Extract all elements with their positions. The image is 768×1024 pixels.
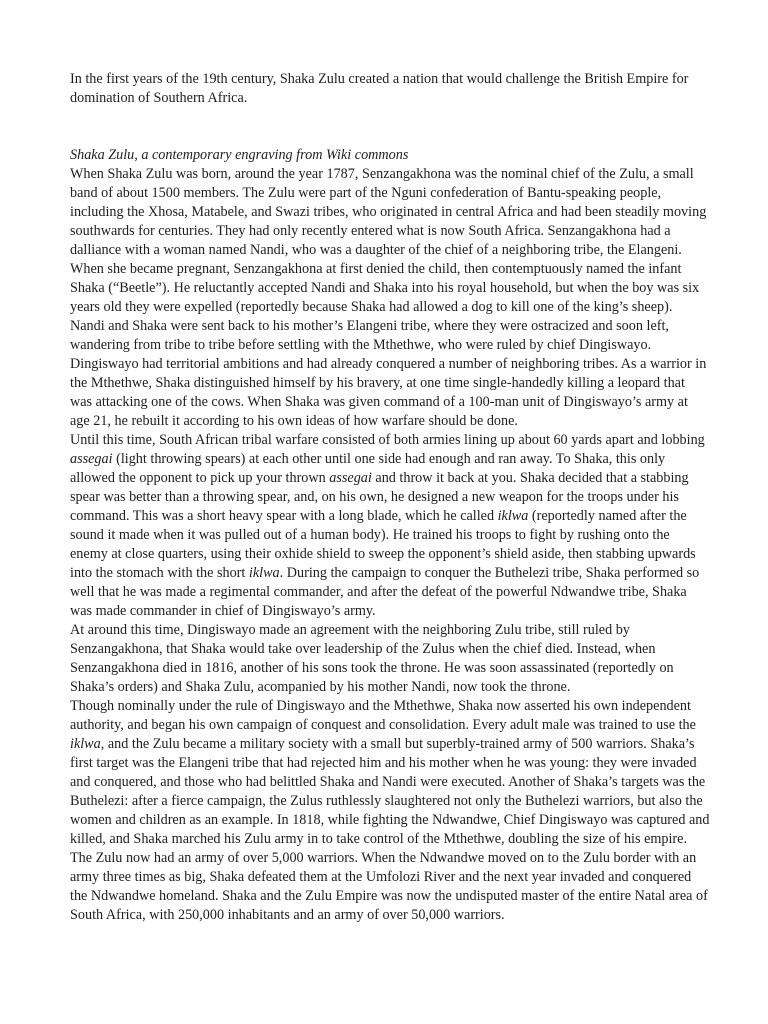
body-paragraph xyxy=(70,697,710,925)
text-run: Until this time, South African tribal warfare consisted of both armies lining up about 60 yards apart and lobbing xyxy=(70,432,705,448)
text-run: (reportedly named after the sound it made when it was pulled out of a human body). He trained his troops to fight by rushing onto the enemy at close quarters, using their oxhide shield to sweep the opponent’s shield aside, then stabbing upwards into the stomach with the short xyxy=(70,508,696,581)
body-paragraph xyxy=(70,431,710,621)
blank-space xyxy=(70,108,710,146)
image-caption: Shaka Zulu, a contemporary engraving from Wiki commons xyxy=(70,147,409,163)
italic-term: assegai xyxy=(329,470,372,486)
text-run: . During the campaign to conquer the Buthelezi tribe, Shaka performed so well that he was made a regimental commander, and after the defeat of the powerful Ndwandwe tribe, Shaka was made commander in chief of Dingiswayo’s army. xyxy=(70,565,700,619)
italic-term: iklwa xyxy=(497,508,529,524)
body-paragraph xyxy=(70,165,710,355)
italic-term: iklwa xyxy=(248,565,280,581)
body-text xyxy=(70,165,710,925)
document-page xyxy=(70,70,710,925)
text-run: When Shaka Zulu was born, around the year 1787, Senzangakhona was the nominal chief of the Zulu, a small band of about 1500 members. The Zulu were part of the Nguni confederation of Bantu-speaking people, including the Xhosa, Matabele, and Swazi tribes, who originated in central Africa and had been steadily moving southwards for centuries. They had only recently entered what is now South Africa. Senzangakhona had a dalliance with a woman named Nandi, who was a daughter of the chief of a neighboring tribe, the Elangeni. When she became pregnant, Senzangakhona at first denied the child, then contemptuously named the infant Shaka (“Beetle”). He reluctantly accepted Nandi and Shaka into his royal household, but when the boy was six years old they were expelled (reportedly because Shaka had allowed a dog to kill one of the king’s sheep). Nandi and Shaka were sent back to his mother’s Elangeni tribe, where they were ostracized and soon left, wandering from tribe to tribe before settling with the Mthethwe, who were ruled by chief Dingiswayo. xyxy=(70,166,707,353)
text-run: At around this time, Dingiswayo made an agreement with the neighboring Zulu tribe, still ruled by Senzangakhona, that Shaka would take over leadership of the Zulus when the chief died. Instead, when Senzangakhona died in 1816, another of his sons took the throne. He was soon assassinated (reportedly on Shaka’s orders) and Shaka Zulu, acompanied by his mother Nandi, now took the throne. xyxy=(70,622,674,695)
intro-paragraph: In the first years of the 19th century, Shaka Zulu created a nation that would challenge the British Empire for domination of Southern Africa. xyxy=(70,71,689,106)
text-run: Though nominally under the rule of Dingiswayo and the Mthethwe, Shaka now asserted his own independent authority, and began his own campaign of conquest and consolidation. Every adult male was trained to use the xyxy=(70,698,696,733)
body-paragraph xyxy=(70,355,710,431)
text-run: and throw it back at you. Shaka decided that a stabbing spear was better than a throwing spear, and, on his own, he designed a new weapon for the troops under his command. This was a short heavy spear with a long blade, which he called xyxy=(70,470,689,524)
text-run: (light throwing spears) at each other until one side had enough and ran away. To Shaka, this only allowed the opponent to pick up your thrown xyxy=(70,451,666,486)
italic-term: assegai xyxy=(70,451,113,467)
text-run: Dingiswayo had territorial ambitions and had already conquered a number of neighboring tribes. As a warrior in the Mthethwe, Shaka distinguished himself by his bravery, at one time single-handedly killing a leopard that was attacking one of the cows. When Shaka was given command of a 100-man unit of Dingiswayo’s army at age 21, he rebuilt it according to his own ideas of how warfare should be done. xyxy=(70,356,707,429)
body-paragraph xyxy=(70,621,710,697)
text-run: , and the Zulu became a military society with a small but superbly-trained army of 500 warriors. Shaka’s first target was the Elangeni tribe that had rejected him and his mother when he was young: they were invaded and conquered, and those who had belittled Shaka and Nandi were executed. Another of Shaka’s targets was the Buthelezi: after a fierce campaign, the Zulus ruthlessly slaughtered not only the Buthelezi warriors, but also the women and children as an example. In 1818, while fighting the Ndwandwe, Chief Dingiswayo was captured and killed, and Shaka marched his Zulu army in to take control of the Mthethwe, doubling the size of his empire. The Zulu now had an army of over 5,000 warriors. When the Ndwandwe moved on to the Zulu border with an army three times as big, Shaka defeated them at the Umfolozi River and the next year invaded and conquered the Ndwandwe homeland. Shaka and the Zulu Empire was now the undisputed master of the entire Natal area of South Africa, with 250,000 inhabitants and an army of over 50,000 warriors. xyxy=(70,736,710,923)
italic-term: iklwa xyxy=(70,736,101,752)
